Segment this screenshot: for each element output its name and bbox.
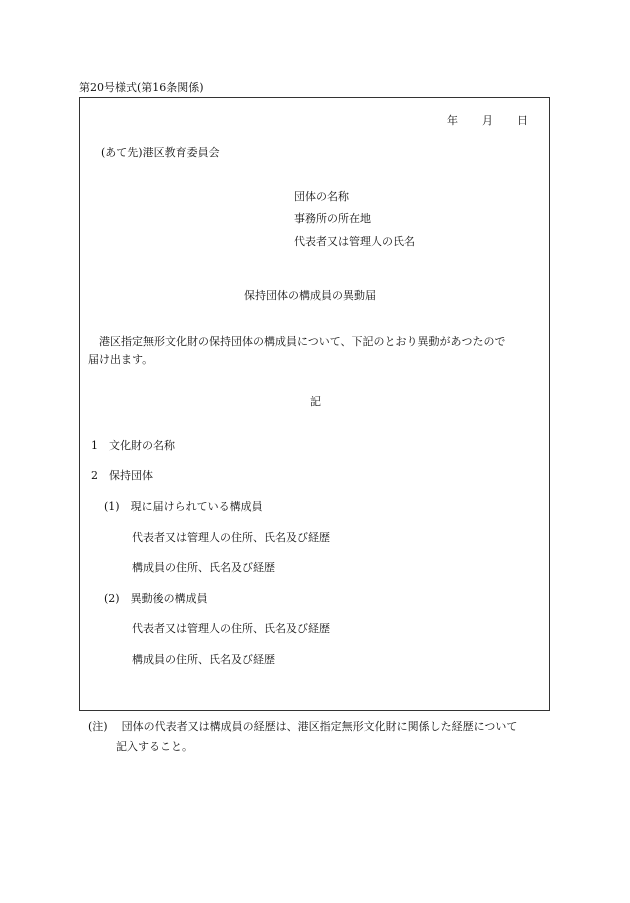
sub-item-1-members: 構成員の住所、氏名及び経歴 (132, 561, 275, 574)
representative-label: 代表者又は管理人の氏名 (294, 235, 415, 248)
date-line (447, 115, 528, 126)
date-year: 年 (447, 114, 458, 127)
intro-paragraph (88, 333, 543, 369)
note-line-2: 記入すること。 (116, 740, 193, 753)
intro-line-1: 港区指定無形文化財の保持団体の構成員について、下記のとおり異動があつたので (99, 335, 506, 348)
item-2: 2 保持団体 (91, 469, 153, 482)
sub-item-1-representative: 代表者又は管理人の住所、氏名及び経歴 (132, 531, 330, 544)
note-label: (注) (88, 720, 108, 733)
org-name-label: 団体の名称 (294, 190, 349, 203)
addressee: (あて先)港区教育委員会 (101, 146, 220, 159)
item-1: 1 文化財の名称 (91, 439, 175, 452)
date-month: 月 (482, 114, 493, 127)
date-day: 日 (517, 114, 528, 127)
sub-item-2: (2) 異動後の構成員 (104, 592, 208, 605)
sub-item-1: (1) 現に届けられている構成員 (104, 500, 263, 513)
sub-item-2-members: 構成員の住所、氏名及び経歴 (132, 653, 275, 666)
sub-item-2-representative: 代表者又は管理人の住所、氏名及び経歴 (132, 622, 330, 635)
ki-heading: 記 (310, 395, 321, 408)
document-title: 保持団体の構成員の異動届 (244, 289, 376, 302)
form-number: 第20号様式(第16条関係) (79, 81, 204, 94)
intro-line-2: 届け出ます。 (88, 353, 154, 366)
note-text-1: 団体の代表者又は構成員の経歴は、港区指定無形文化財に関係した経歴について (121, 720, 518, 733)
note (88, 717, 558, 757)
office-address-label: 事務所の所在地 (294, 212, 371, 225)
note-line-1 (88, 717, 558, 737)
